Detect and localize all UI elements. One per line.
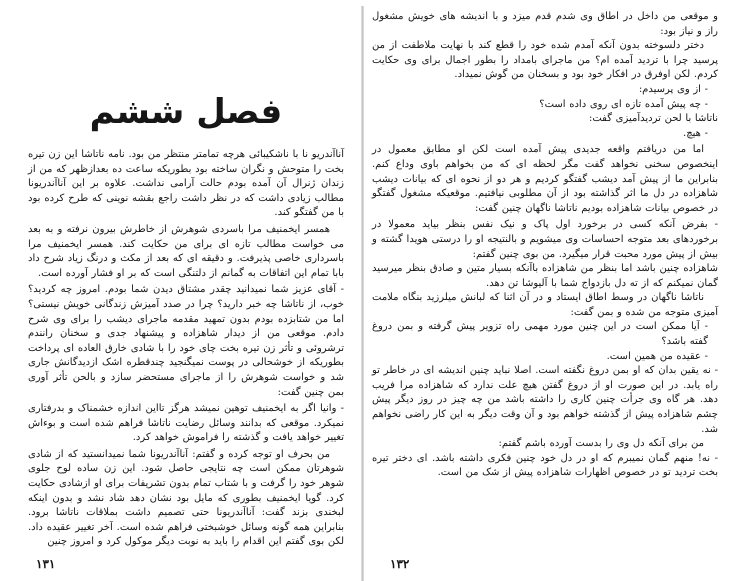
page-number: ۱۳۲ <box>390 557 410 571</box>
body-paragraph: همسر ایخمنیف مرا باسردی شوهرش از خاطرش بیرون نرفته و به بعد می خواست مطالب تازه ای برای من حکایت کند. همسر ایخمنیف مرا باسرداری خاصی پذیرفت. و دقیقه ای که بعد از مکث و درنگ زیاد شرح داد بابا تمام این اتفاقات به گمانم از دلتنگی است که بر او فشار آورده است. <box>28 223 344 279</box>
dialogue-line: - عقیده من همین است. <box>606 350 708 362</box>
body-paragraph: اما من دریافتم واقعه جدیدی پیش آمده است لکن او مطابق معمول در اینخصوص سخنی نخواهد گفت مگر لحظه ای که من بخواهم باوی وداع کنم. بنابراین ما از پیش آمد دیشب گفتگو کردیم و هر دو از نحوه ای که بیانات دیشب شاهزاده در دل ما اثر گذاشته بود از آن مطلوبی نیافتیم. موقعیکه مشغول گفتگو در خصوص بیانات شاهزاده بودیم ناتاشا ناگهان چنین گفت: <box>372 144 718 214</box>
chapter-title: فصل ششم <box>89 92 283 132</box>
body-paragraph: من برای آنکه دل وی را بدست آورده باشم گفتم: <box>498 438 704 450</box>
dialogue-line: - هیچ. <box>683 127 708 139</box>
body-paragraph: - نه یقین بدان که او بمن دروغ نگفته است. اصلا نباید چنین اندیشه ای در خاطر تو راه یابد. در این صورت او از دروغ گفتن هیچ علت ندارد که شاهزاده مرا فریب دهد. هر گاه وی جرأت چنین کاری را داشته باشد من چه چیز در روز دیگر پیش چشم شاهزاده پیش از گذشته خواهم بود و آن وقت دیگر به این کار راضی نخواهم شد. <box>372 365 718 435</box>
body-paragraph: - وانیا اگر به ایخمنیف توهین نمیشد هرگز تااین اندازه خشمناک و بدرفتاری نمیکرد. موقعی که بدانند وسائل رضایت ناتاشا فراهم شده است و بوءاش تغییر خواهد یافت و گذشته را فراموش خواهد کرد. <box>28 403 344 444</box>
body-paragraph: من بحرف او توجه کرده و گفتم: آناآندریونا شما نمیدانستید که از شادی شوهرتان ممکن است چه نتایجی حاصل شود. این زن ساده لوح جلوی شوهر خود را گرفت و با شتاب تمام بدون تشریفات برای او ازشادی حکایت کرد. گویا ایخمنیف بطوری که مایل بود نشان دهد شاد نشد و بدون اینکه لبخندی بزند گفت: آناآندریونا حتی تصمیم داشت بملاقات ناتاشا برود. بنابراین همه گونه وسائل خوشبختی فراهم شده است. آخر تغییر عقیده داد. لکن بوی گفتم این اقدام را باید به نوبت دیگر موکول کرد و امروز چنین <box>28 448 344 548</box>
body-paragraph: شاهزاده چنین باشد اما بنظر من شاهزاده باآنکه بسیار متین و صادق بنظر میرسید گمان نمیکنم که از ته دل بازدواج شما با آلیوشا تن دهد. <box>372 263 718 289</box>
book-gutter <box>361 6 364 581</box>
left-page <box>8 0 360 581</box>
dialogue-line: - چه پیش آمده تازه ای روی داده است؟ <box>539 98 708 110</box>
body-paragraph: - نه! منهم گمان نمیبرم که او در دل خود چنین فکری داشته باشد. ای دختر تیره بخت تردید تو در خصوص اظهارات شاهزاده پیش از شک من است. <box>372 452 718 479</box>
dialogue-line: - از وی پرسیدم: <box>638 83 708 95</box>
body-paragraph: آناآندریو نا با ناشکیبائی هرچه تمامتر منتظر من بود. نامه ناتاشا این زن تیره بخت را متوحش و نگران ساخته بود بطوریکه ساعت ده بعدازظهر که من از زندان ژنرال آن آمده بودم حالت آرامی نداشت. علاوه بر این آناآندریونا مطالب زیادی داشت که در نظر داشت راجع بقشه نوینی که طرح کرده بود با من گفتگو کند. <box>28 149 344 219</box>
body-paragraph: - بفرض آنکه کسی در برخورد اول پاک و نیک نفس بنظر بیاید معمولا در برخوردهای بعد متوجه احساسات وی میشویم و بالنتیجه او را درستی هویدا گشته و بیش از پیش مورد محبت قرار میگیرد. من بوی چنین گفتم: <box>372 219 718 260</box>
right-page <box>368 0 724 581</box>
body-paragraph: و موقعی من داخل در اطاق وی شدم قدم میزد و با اندیشه های خویش مشغول راز و نیاز بود: <box>372 11 718 37</box>
dialogue-line: ناتاشا با لحن تردیدآمیزی گفت: <box>588 113 718 125</box>
body-paragraph: دختر دلسوخته بدون آنکه آمدم شده خود را قطع کند با نهایت ملاطفت از من پرسید چرا با تردید آمده ام؟ من ماجرای بامداد را بطور اجمال برای وی حکایت کردم. لکن اوفرق در افکار خود بود و بسخنان من گوش نمیداد. <box>372 40 718 81</box>
body-paragraph: ناتاشا ناگهان در وسط اطاق ایستاد و در آن اثنا که لبانش میلرزید بنگاه ملامت آمیزی متوجه من شده و بمن گفت: <box>372 292 718 318</box>
body-paragraph: - آقای عزیز شما نمیدانید چقدر مشتاق دیدن شما بودم. امروز چه کردید؟ خوب، از ناتاشا چه خبر دارید؟ چرا در صدد آمیزش زندگانی خویش نیستی؟ اما من شتابزده بودم بدون تمهید مقدمه ماجرای دیشب را برای وی شرح دادم. موقعی من از دیدار شاهزاده و پیشنهاد جدی و سخنان رانندم ترشروئی و تأثر زن تیره بخت چای خود را با شادی خارق العاده ای پرداخت بطوریکه از خوشحالی در پوست نمیگنجید چندقطره اشک ازدیدگانش جاری شد و خواست شوهرش را از ماجرای مستحضر سازد و بالحن تأثر آوری بمن چنین گفت: <box>28 284 344 398</box>
page-number: ۱۳۱ <box>36 557 56 571</box>
dialogue-line: - آیا ممکن است در این چنین مورد مهمی راه تزویر پیش گرفته و بمن دروغ گفته باشد؟ <box>372 321 708 348</box>
